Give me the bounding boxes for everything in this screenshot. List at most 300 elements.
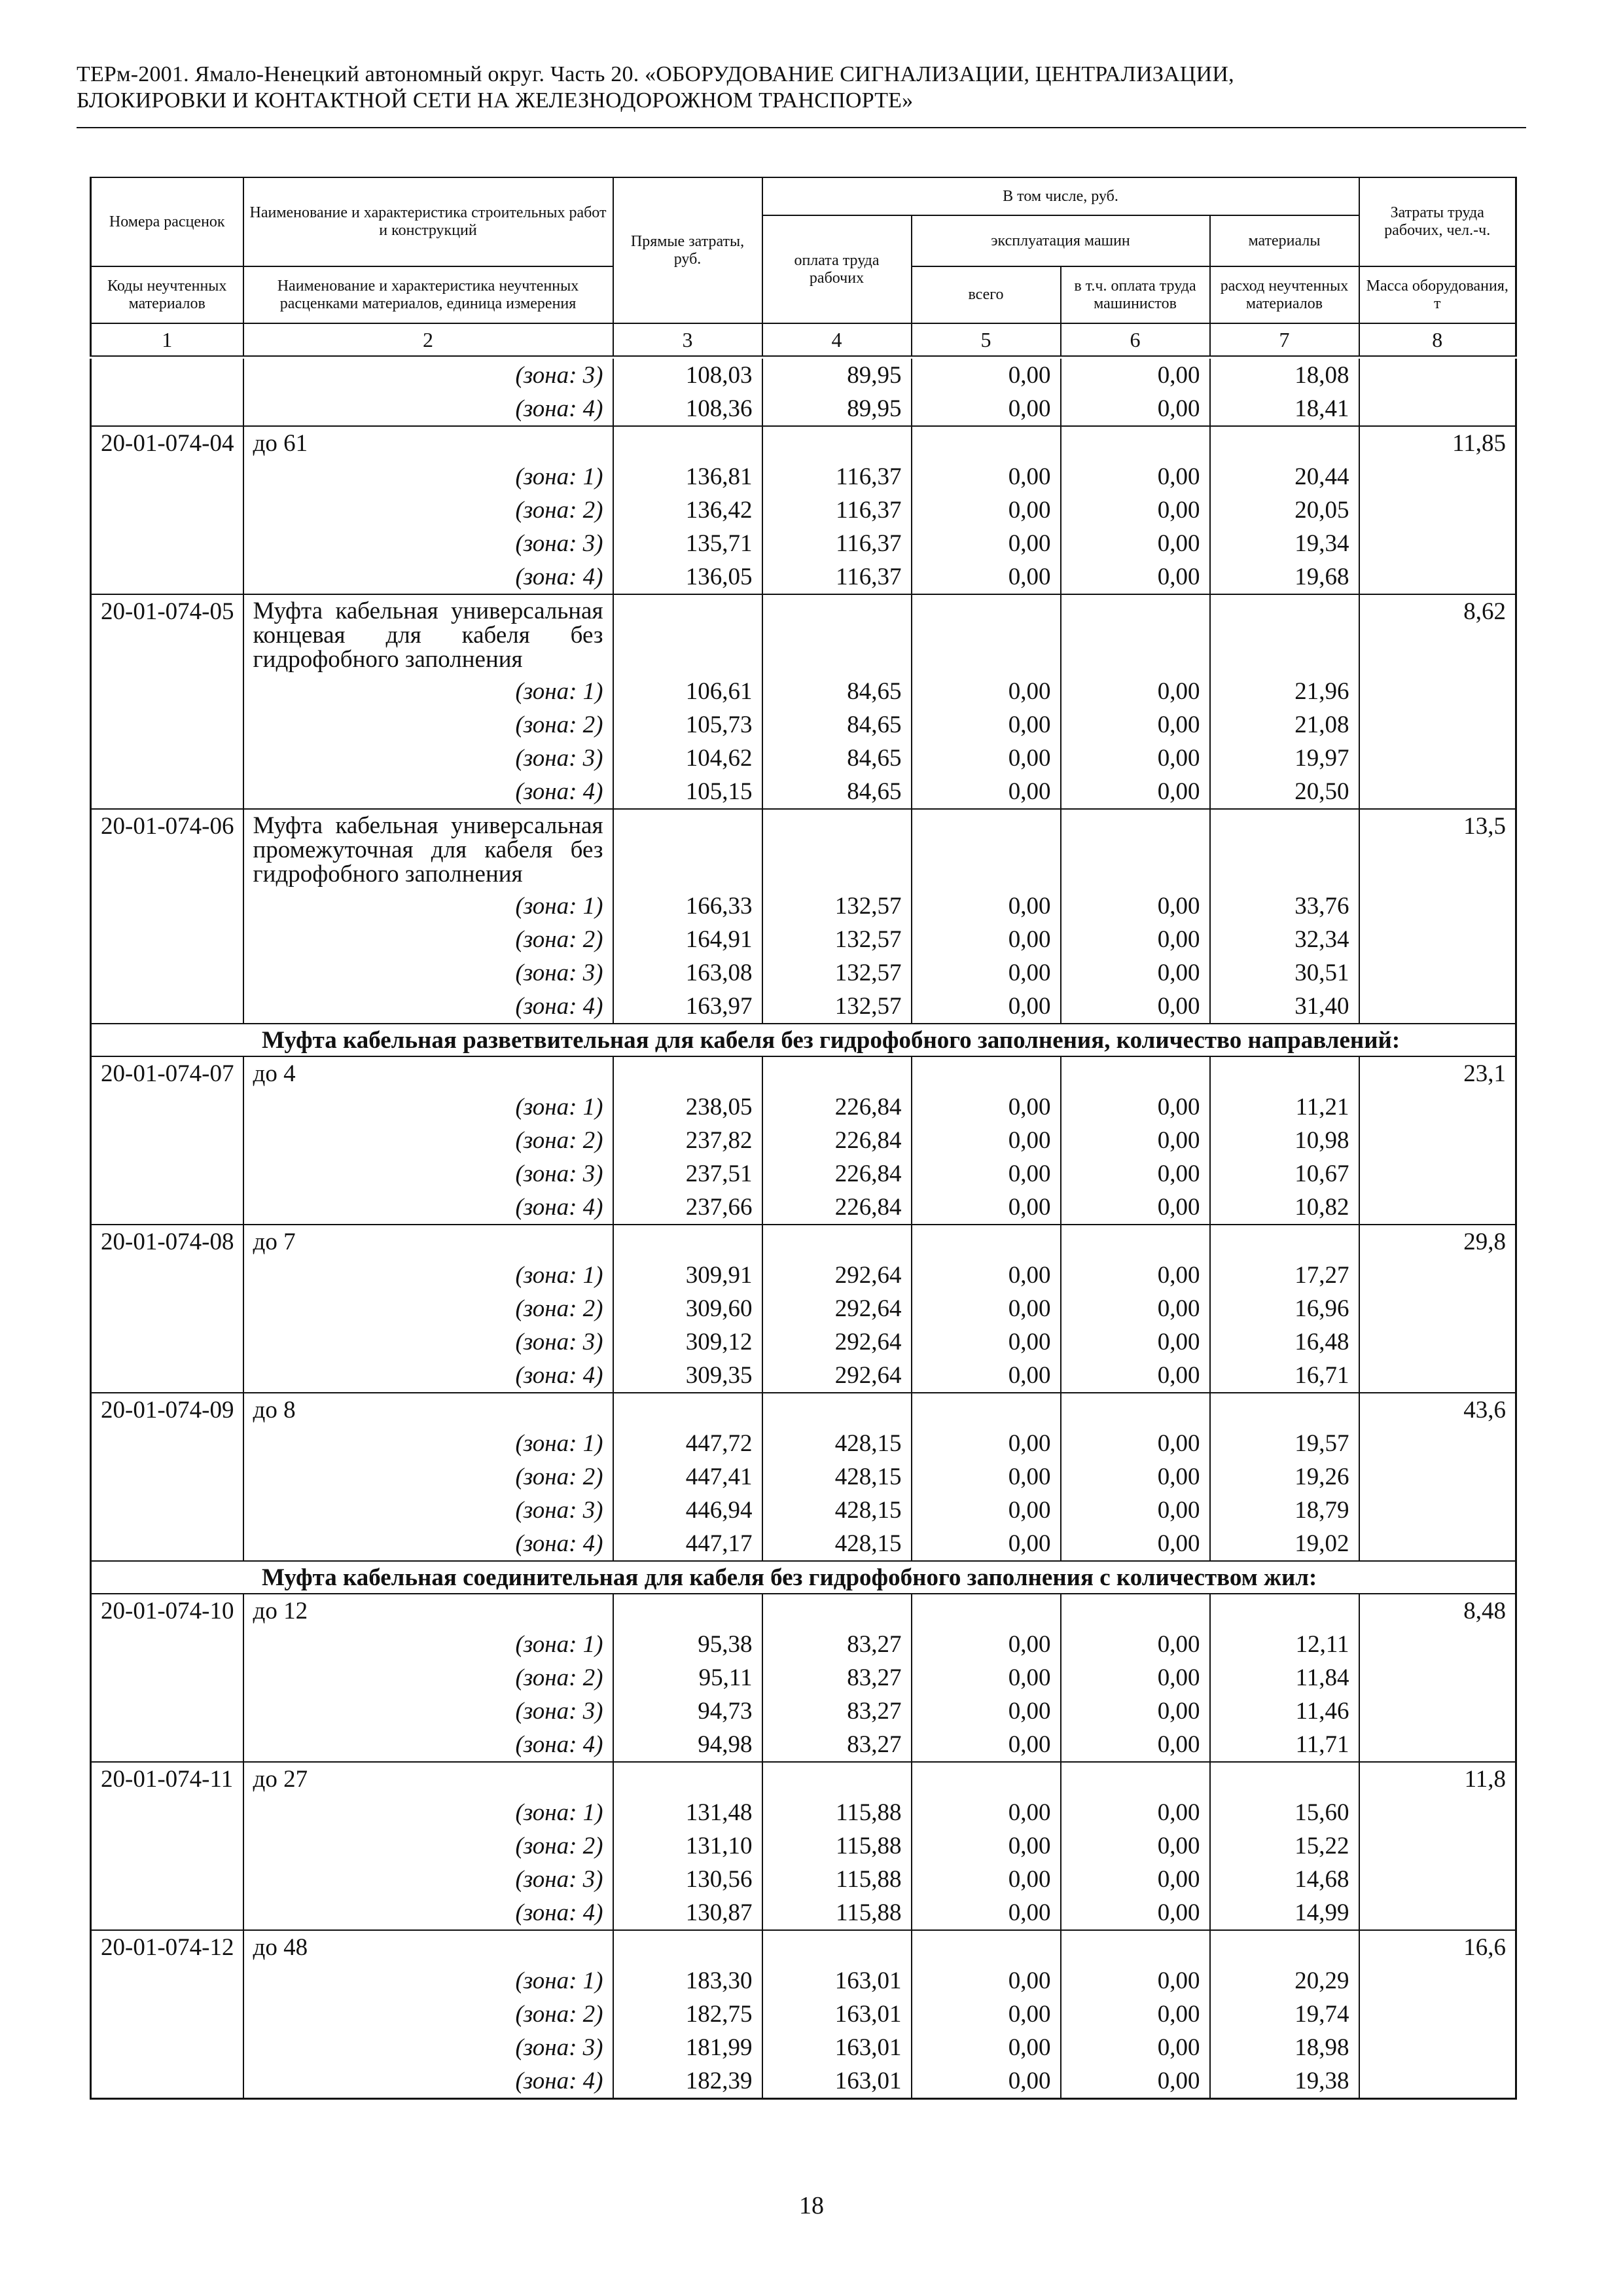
materials-cost: 30,51 (1210, 956, 1359, 990)
empty-cell (1210, 809, 1359, 889)
materials-cost: 16,48 (1210, 1325, 1359, 1359)
direct-cost: 237,82 (613, 1124, 762, 1157)
zone-label: (зона: 1) (243, 1628, 613, 1661)
rate-item-row (91, 1762, 1516, 1796)
materials-cost: 31,40 (1210, 990, 1359, 1024)
labor-cell-empty (1359, 742, 1516, 775)
zone-row (91, 1292, 1516, 1325)
labor-pay: 226,84 (762, 1191, 912, 1225)
labor-pay: 226,84 (762, 1157, 912, 1191)
labor-cell-empty (1359, 1998, 1516, 2031)
code-cell-empty (91, 560, 243, 594)
direct-cost: 136,05 (613, 560, 762, 594)
materials-cost: 11,21 (1210, 1090, 1359, 1124)
code-cell-empty (91, 923, 243, 956)
rate-code: 20-01-074-08 (91, 1225, 243, 1259)
machinists-pay: 0,00 (1061, 1661, 1210, 1695)
code-cell-empty (91, 742, 243, 775)
direct-cost: 108,03 (613, 359, 762, 392)
machines-total: 0,00 (912, 742, 1061, 775)
materials-cost: 14,99 (1210, 1896, 1359, 1930)
labor-pay: 226,84 (762, 1124, 912, 1157)
empty-cell (1210, 1225, 1359, 1259)
code-cell-empty (91, 2031, 243, 2064)
zone-row (91, 1829, 1516, 1863)
labor-cell-empty (1359, 1191, 1516, 1225)
zone-row (91, 1359, 1516, 1393)
labor-cell-empty (1359, 1427, 1516, 1460)
code-cell-empty (91, 956, 243, 990)
machines-total: 0,00 (912, 956, 1061, 990)
empty-cell (1061, 594, 1210, 675)
direct-cost: 163,08 (613, 956, 762, 990)
machinists-pay: 0,00 (1061, 527, 1210, 560)
machinists-pay: 0,00 (1061, 742, 1210, 775)
code-cell-empty (91, 889, 243, 923)
materials-cost: 19,97 (1210, 742, 1359, 775)
code-cell-empty (91, 775, 243, 809)
machines-total: 0,00 (912, 1527, 1061, 1561)
labor-pay: 84,65 (762, 675, 912, 708)
zone-label: (зона: 2) (243, 1292, 613, 1325)
machinists-pay: 0,00 (1061, 460, 1210, 493)
header-col1-top: Номера расценок (91, 177, 243, 266)
zone-row (91, 1259, 1516, 1292)
labor-cell-empty (1359, 923, 1516, 956)
code-cell-empty (91, 1494, 243, 1527)
labor-cost: 8,62 (1359, 594, 1516, 675)
header-group: В том числе, руб. (762, 177, 1359, 215)
materials-cost: 10,98 (1210, 1124, 1359, 1157)
zone-row (91, 1494, 1516, 1527)
column-numbers-row (91, 323, 1516, 356)
code-cell-empty (91, 990, 243, 1024)
empty-cell (613, 1594, 762, 1628)
labor-pay: 292,64 (762, 1292, 912, 1325)
rate-item-row (91, 1930, 1516, 1964)
machines-total: 0,00 (912, 460, 1061, 493)
zone-label: (зона: 4) (243, 1896, 613, 1930)
direct-cost: 94,98 (613, 1728, 762, 1762)
direct-cost: 104,62 (613, 742, 762, 775)
direct-cost: 130,56 (613, 1863, 762, 1896)
header-line-1: ТЕРм-2001. Ямало-Ненецкий автономный округ. Часть 20. «ОБОРУДОВАНИЕ СИГНАЛИЗАЦИИ, ЦЕНТРАЛИЗАЦИИ, (77, 62, 1234, 86)
rate-item-row (91, 1225, 1516, 1259)
empty-cell (912, 594, 1061, 675)
materials-cost: 10,67 (1210, 1157, 1359, 1191)
code-cell-empty (91, 392, 243, 426)
direct-cost: 136,42 (613, 493, 762, 527)
empty-cell (1061, 426, 1210, 460)
labor-cell-empty (1359, 990, 1516, 1024)
zone-label: (зона: 3) (243, 1325, 613, 1359)
labor-cost: 43,6 (1359, 1393, 1516, 1427)
code-cell-empty (91, 359, 243, 392)
machinists-pay: 0,00 (1061, 1157, 1210, 1191)
labor-cell-empty (1359, 708, 1516, 742)
rate-code: 20-01-074-10 (91, 1594, 243, 1628)
machines-total: 0,00 (912, 923, 1061, 956)
materials-cost: 19,02 (1210, 1527, 1359, 1561)
labor-pay: 163,01 (762, 1998, 912, 2031)
empty-cell (1210, 426, 1359, 460)
rate-name: до 48 (243, 1930, 613, 1964)
col-number: 2 (243, 323, 613, 356)
machines-total: 0,00 (912, 1829, 1061, 1863)
machinists-pay: 0,00 (1061, 889, 1210, 923)
empty-cell (762, 1393, 912, 1427)
labor-cell-empty (1359, 527, 1516, 560)
machinists-pay: 0,00 (1061, 1863, 1210, 1896)
materials-cost: 21,96 (1210, 675, 1359, 708)
empty-cell (1061, 1225, 1210, 1259)
empty-cell (912, 1225, 1061, 1259)
machines-total: 0,00 (912, 392, 1061, 426)
zone-label: (зона: 1) (243, 1090, 613, 1124)
header-materials: материалы (1210, 215, 1359, 266)
zone-row (91, 742, 1516, 775)
rate-code: 20-01-074-05 (91, 594, 243, 675)
empty-cell (613, 1225, 762, 1259)
labor-pay: 116,37 (762, 527, 912, 560)
direct-cost: 95,38 (613, 1628, 762, 1661)
zone-row (91, 2064, 1516, 2099)
materials-cost: 20,29 (1210, 1964, 1359, 1998)
rate-code: 20-01-074-11 (91, 1762, 243, 1796)
materials-cost: 21,08 (1210, 708, 1359, 742)
materials-cost: 20,05 (1210, 493, 1359, 527)
empty-cell (762, 426, 912, 460)
direct-cost: 238,05 (613, 1090, 762, 1124)
machinists-pay: 0,00 (1061, 775, 1210, 809)
zone-row (91, 923, 1516, 956)
direct-cost: 237,66 (613, 1191, 762, 1225)
labor-cell-empty (1359, 1829, 1516, 1863)
machines-total: 0,00 (912, 1998, 1061, 2031)
machines-total: 0,00 (912, 1191, 1061, 1225)
direct-cost: 309,91 (613, 1259, 762, 1292)
machinists-pay: 0,00 (1061, 923, 1210, 956)
labor-pay: 84,65 (762, 708, 912, 742)
materials-cost: 12,11 (1210, 1628, 1359, 1661)
code-cell-empty (91, 1259, 243, 1292)
labor-pay: 115,88 (762, 1796, 912, 1829)
zone-label: (зона: 3) (243, 1695, 613, 1728)
labor-pay: 428,15 (762, 1460, 912, 1494)
labor-pay: 83,27 (762, 1695, 912, 1728)
labor-cell-empty (1359, 1527, 1516, 1561)
direct-cost: 181,99 (613, 2031, 762, 2064)
header-col2-bottom: Наименование и характеристика неучтенных расценками материалов, единица измерения (243, 266, 613, 323)
labor-pay: 89,95 (762, 359, 912, 392)
materials-cost: 20,50 (1210, 775, 1359, 809)
labor-pay: 115,88 (762, 1863, 912, 1896)
labor-cell-empty (1359, 2064, 1516, 2099)
labor-pay: 83,27 (762, 1628, 912, 1661)
direct-cost: 182,75 (613, 1998, 762, 2031)
zone-label: (зона: 1) (243, 460, 613, 493)
zone-row (91, 889, 1516, 923)
labor-cell-empty (1359, 1325, 1516, 1359)
zone-label: (зона: 4) (243, 1527, 613, 1561)
labor-pay: 292,64 (762, 1359, 912, 1393)
code-cell-empty (91, 1460, 243, 1494)
code-cell-empty (91, 1896, 243, 1930)
labor-cell-empty (1359, 1661, 1516, 1695)
code-cell-empty (91, 1191, 243, 1225)
zone-row (91, 1998, 1516, 2031)
zone-label: (зона: 1) (243, 889, 613, 923)
labor-pay: 132,57 (762, 956, 912, 990)
machines-total: 0,00 (912, 675, 1061, 708)
machines-total: 0,00 (912, 1292, 1061, 1325)
direct-cost: 105,73 (613, 708, 762, 742)
machinists-pay: 0,00 (1061, 1695, 1210, 1728)
zone-label: (зона: 4) (243, 560, 613, 594)
machines-total: 0,00 (912, 775, 1061, 809)
code-cell-empty (91, 1695, 243, 1728)
empty-cell (762, 1056, 912, 1090)
machines-total: 0,00 (912, 2064, 1061, 2099)
labor-pay: 116,37 (762, 493, 912, 527)
machinists-pay: 0,00 (1061, 1527, 1210, 1561)
zone-label: (зона: 3) (243, 956, 613, 990)
labor-pay: 428,15 (762, 1527, 912, 1561)
zone-row (91, 560, 1516, 594)
col-number: 4 (762, 323, 912, 356)
labor-pay: 163,01 (762, 2031, 912, 2064)
labor-cell-empty (1359, 560, 1516, 594)
zone-label: (зона: 2) (243, 1829, 613, 1863)
zone-label: (зона: 2) (243, 1998, 613, 2031)
labor-cell-empty (1359, 392, 1516, 426)
header-rule (77, 127, 1526, 128)
machinists-pay: 0,00 (1061, 1124, 1210, 1157)
machines-total: 0,00 (912, 1728, 1061, 1762)
code-cell-empty (91, 1661, 243, 1695)
rate-item-row (91, 1594, 1516, 1628)
code-cell-empty (91, 2064, 243, 2099)
header-col6: в т.ч. оплата труда машинистов (1061, 266, 1210, 323)
rate-name: Муфта кабельная универсальная промежуточная для кабеля без гидрофобного заполнения (243, 809, 613, 889)
labor-cell-empty (1359, 1157, 1516, 1191)
machines-total: 0,00 (912, 1494, 1061, 1527)
empty-cell (1061, 1393, 1210, 1427)
labor-cell-empty (1359, 775, 1516, 809)
machinists-pay: 0,00 (1061, 708, 1210, 742)
machines-total: 0,00 (912, 2031, 1061, 2064)
code-cell-empty (91, 1090, 243, 1124)
rate-name: до 8 (243, 1393, 613, 1427)
labor-pay: 163,01 (762, 2064, 912, 2099)
labor-cell-empty (1359, 1896, 1516, 1930)
labor-pay: 132,57 (762, 990, 912, 1024)
materials-cost: 18,98 (1210, 2031, 1359, 2064)
labor-pay: 428,15 (762, 1494, 912, 1527)
machinists-pay: 0,00 (1061, 1728, 1210, 1762)
zone-row (91, 1695, 1516, 1728)
header-col7: расход неучтенных материалов (1210, 266, 1359, 323)
header-col4: оплата труда рабочих (762, 215, 912, 323)
zone-label: (зона: 2) (243, 493, 613, 527)
machines-total: 0,00 (912, 1090, 1061, 1124)
rate-name: до 4 (243, 1056, 613, 1090)
labor-cost: 29,8 (1359, 1225, 1516, 1259)
zone-label: (зона: 1) (243, 1259, 613, 1292)
labor-cost: 13,5 (1359, 809, 1516, 889)
page-number: 18 (799, 2192, 824, 2219)
machinists-pay: 0,00 (1061, 560, 1210, 594)
machines-total: 0,00 (912, 1628, 1061, 1661)
zone-label: (зона: 2) (243, 923, 613, 956)
rate-name: до 27 (243, 1762, 613, 1796)
labor-cell-empty (1359, 1292, 1516, 1325)
zone-row (91, 359, 1516, 392)
machines-total: 0,00 (912, 990, 1061, 1024)
machines-total: 0,00 (912, 1460, 1061, 1494)
materials-cost: 15,60 (1210, 1796, 1359, 1829)
rate-name: до 61 (243, 426, 613, 460)
rate-item-row (91, 426, 1516, 460)
machines-total: 0,00 (912, 1157, 1061, 1191)
machinists-pay: 0,00 (1061, 1896, 1210, 1930)
labor-pay: 226,84 (762, 1090, 912, 1124)
zone-row (91, 1090, 1516, 1124)
machinists-pay: 0,00 (1061, 956, 1210, 990)
zone-label: (зона: 2) (243, 708, 613, 742)
rate-name: до 12 (243, 1594, 613, 1628)
direct-cost: 136,81 (613, 460, 762, 493)
machinists-pay: 0,00 (1061, 1427, 1210, 1460)
empty-cell (912, 426, 1061, 460)
code-cell-empty (91, 1124, 243, 1157)
code-cell-empty (91, 1829, 243, 1863)
empty-cell (762, 1930, 912, 1964)
header-line-2: БЛОКИРОВКИ И КОНТАКТНОЙ СЕТИ НА ЖЕЛЕЗНОДОРОЖНОМ ТРАНСПОРТЕ» (77, 88, 914, 113)
labor-cell-empty (1359, 493, 1516, 527)
code-cell-empty (91, 527, 243, 560)
direct-cost: 105,15 (613, 775, 762, 809)
direct-cost: 164,91 (613, 923, 762, 956)
machinists-pay: 0,00 (1061, 1796, 1210, 1829)
zone-label: (зона: 4) (243, 1728, 613, 1762)
zone-row (91, 1796, 1516, 1829)
zone-label: (зона: 2) (243, 1661, 613, 1695)
machines-total: 0,00 (912, 1124, 1061, 1157)
labor-pay: 115,88 (762, 1896, 912, 1930)
machinists-pay: 0,00 (1061, 2064, 1210, 2099)
rate-item-row (91, 1393, 1516, 1427)
empty-cell (613, 1762, 762, 1796)
zone-row (91, 1325, 1516, 1359)
direct-cost: 131,10 (613, 1829, 762, 1863)
labor-cost: 23,1 (1359, 1056, 1516, 1090)
zone-label: (зона: 3) (243, 359, 613, 392)
section-heading: Муфта кабельная соединительная для кабеля без гидрофобного заполнения с количеством жил: (91, 1561, 1516, 1594)
materials-cost: 10,82 (1210, 1191, 1359, 1225)
machines-total: 0,00 (912, 1863, 1061, 1896)
materials-cost: 19,68 (1210, 560, 1359, 594)
rate-name: до 7 (243, 1225, 613, 1259)
zone-row (91, 675, 1516, 708)
machines-total: 0,00 (912, 560, 1061, 594)
zone-row (91, 775, 1516, 809)
machines-total: 0,00 (912, 1964, 1061, 1998)
direct-cost: 182,39 (613, 2064, 762, 2099)
materials-cost: 19,38 (1210, 2064, 1359, 2099)
zone-label: (зона: 3) (243, 1157, 613, 1191)
header-col3: Прямые затраты, руб. (613, 177, 762, 323)
empty-cell (1210, 1056, 1359, 1090)
labor-cell-empty (1359, 1628, 1516, 1661)
col-number: 5 (912, 323, 1061, 356)
empty-cell (762, 1225, 912, 1259)
machines-total: 0,00 (912, 1695, 1061, 1728)
machinists-pay: 0,00 (1061, 1259, 1210, 1292)
col-number: 8 (1359, 323, 1516, 356)
zone-label: (зона: 4) (243, 1359, 613, 1393)
empty-cell (762, 809, 912, 889)
zone-label: (зона: 1) (243, 1427, 613, 1460)
machinists-pay: 0,00 (1061, 493, 1210, 527)
labor-cell-empty (1359, 460, 1516, 493)
empty-cell (613, 1056, 762, 1090)
machines-total: 0,00 (912, 889, 1061, 923)
labor-cell-empty (1359, 1796, 1516, 1829)
zone-row (91, 392, 1516, 426)
empty-cell (1061, 1056, 1210, 1090)
empty-cell (1210, 594, 1359, 675)
empty-cell (1210, 1594, 1359, 1628)
machines-total: 0,00 (912, 359, 1061, 392)
empty-cell (613, 1393, 762, 1427)
direct-cost: 95,11 (613, 1661, 762, 1695)
machines-total: 0,00 (912, 493, 1061, 527)
machinists-pay: 0,00 (1061, 990, 1210, 1024)
zone-label: (зона: 3) (243, 1494, 613, 1527)
machinists-pay: 0,00 (1061, 2031, 1210, 2064)
empty-cell (613, 1930, 762, 1964)
direct-cost: 309,35 (613, 1359, 762, 1393)
labor-pay: 132,57 (762, 889, 912, 923)
zone-row (91, 1628, 1516, 1661)
machinists-pay: 0,00 (1061, 1359, 1210, 1393)
code-cell-empty (91, 1157, 243, 1191)
code-cell-empty (91, 1796, 243, 1829)
materials-cost: 11,46 (1210, 1695, 1359, 1728)
materials-cost: 19,74 (1210, 1998, 1359, 2031)
empty-cell (1210, 1393, 1359, 1427)
labor-cell-empty (1359, 1259, 1516, 1292)
zone-row (91, 527, 1516, 560)
machines-total: 0,00 (912, 527, 1061, 560)
machines-total: 0,00 (912, 1325, 1061, 1359)
machinists-pay: 0,00 (1061, 1628, 1210, 1661)
direct-cost: 163,97 (613, 990, 762, 1024)
machinists-pay: 0,00 (1061, 1191, 1210, 1225)
zone-row (91, 1863, 1516, 1896)
labor-cell-empty (1359, 1863, 1516, 1896)
rate-code: 20-01-074-04 (91, 426, 243, 460)
materials-cost: 17,27 (1210, 1259, 1359, 1292)
rate-name: Муфта кабельная универсальная концевая для кабеля без гидрофобного заполнения (243, 594, 613, 675)
table-header (90, 177, 1517, 357)
empty-cell (1210, 1930, 1359, 1964)
zone-row (91, 1964, 1516, 1998)
zone-row (91, 1124, 1516, 1157)
machinists-pay: 0,00 (1061, 1494, 1210, 1527)
code-cell-empty (91, 1292, 243, 1325)
